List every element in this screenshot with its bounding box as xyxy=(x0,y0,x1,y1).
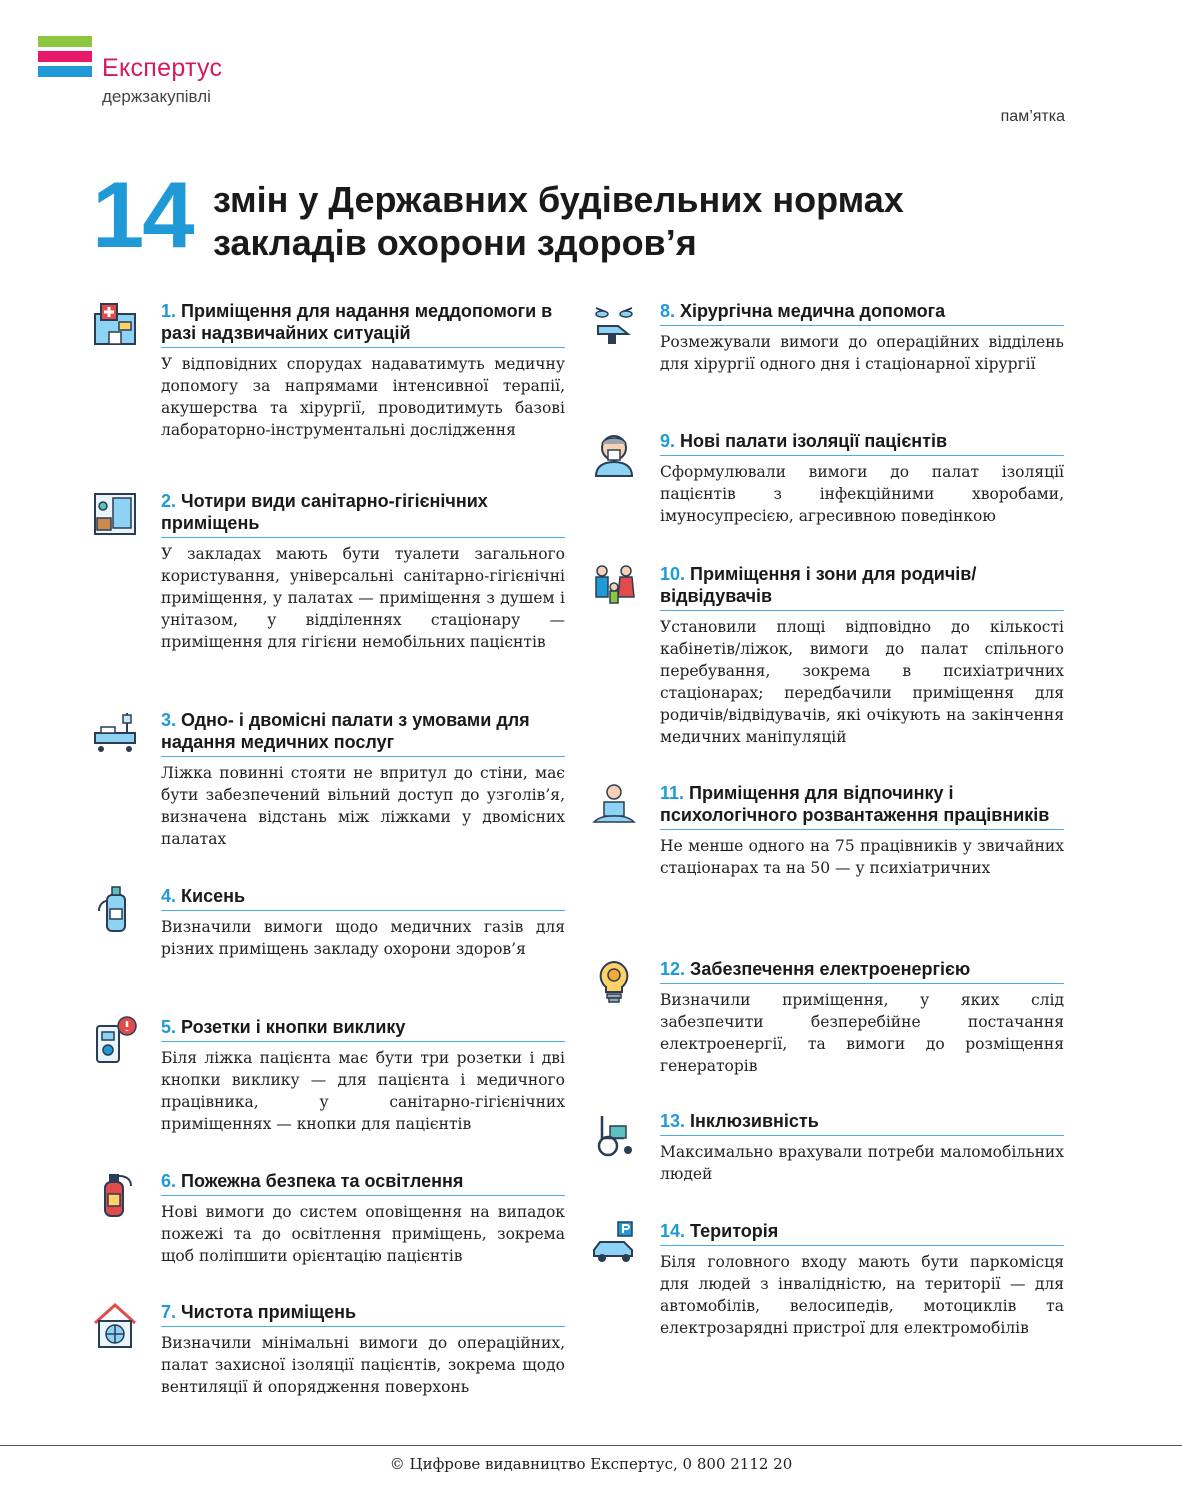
list-item: 11. Приміщення для відпочинку і психологічного розвантаження працівників Не менше одного на 75 працівників у звичайних стаціонарах та на 50 — у психіатричних xyxy=(660,782,1064,879)
list-item: 4. Кисень Визначили вимоги щодо медичних газів для різних приміщень закладу охорони здоров’я xyxy=(161,885,565,960)
list-item: 2. Чотири види санітарно-гігієнічних приміщень У закладах мають бути туалети загального користування, універсальні санітарно-гігієнічні приміщення, у палатах — приміщення з душем і унітазом, у відділеннях стаціонару — приміщення для гігієни немобільних пацієнтів xyxy=(161,490,565,653)
list-item: 12. Забезпечення електроенергією Визначили приміщення, у яких слід забезпечити безперебійне постачання електроенергії, та вимоги до розміщення генераторів xyxy=(660,958,1064,1077)
document-type: пам’ятка xyxy=(1000,108,1065,125)
meditation-icon xyxy=(590,782,638,830)
list-item: 1. Приміщення для надання меддопомоги в разі надзвичайних ситуацій У відповідних спорудах надаватимуть медичну допомогу за напрямами інтенсивної терапії, акушерства та хірургії, проводитимуть базові лабораторно-інструментальні дослідження xyxy=(161,300,565,441)
list-item: 3. Одно- і двомісні палати з умовами для надання медичних послуг Ліжка повинні стояти не впритул до стіни, має бути забезпечений вільний доступ до узголів’я, визначена відстань між ліжками у двомісних палатах xyxy=(161,709,565,850)
logo-brand: Експертус xyxy=(102,54,223,82)
list-item: 8. Хірургічна медична допомога Розмежували вимоги до операційних відділень для хірургії одного дня і стаціонарної хірургії xyxy=(660,300,1064,375)
hospital-bed-icon xyxy=(91,709,139,757)
list-item: 14. Територія Біля головного входу мають бути паркомісця для людей з інвалідністю, на території — для автомобілів, велосипедів, мотоциклів та електрозарядні пристрої для електромобілів xyxy=(660,1220,1064,1339)
lightbulb-gear-icon xyxy=(590,958,638,1006)
fire-extinguisher-icon xyxy=(91,1170,139,1218)
list-item: 5. Розетки і кнопки виклику Біля ліжка пацієнта має бути три розетки і дві кнопки виклику — для пацієнта і медичного працівника, у санітарно-гігієнічних приміщеннях — кнопки для пацієнтів xyxy=(161,1016,565,1135)
headline-number: 14 xyxy=(92,162,193,267)
list-item: 9. Нові палати ізоляції пацієнтів Сформулювали вимоги до палат ізоляції пацієнтів з інфекційними хворобами, імуносупресією, агресивною поведінкою xyxy=(660,430,1064,527)
list-item: 13. Інклюзивність Максимально врахували потреби маломобільних людей xyxy=(660,1110,1064,1185)
wheelchair-icon xyxy=(590,1110,638,1158)
list-item: 7. Чистота приміщень Визначили мінімальні вимоги до операційних, палат захисної ізоляції пацієнтів, зокрема щодо вентиляції й опорядження поверхонь xyxy=(161,1301,565,1398)
list-item: 10. Приміщення і зони для родичів/відвідувачів Установили площі відповідно до кількості кабінетів/ліжок, вимоги до палат спільного перебування, зокрема в психіатричних стаціонарах; передбачили приміщення для родичів/відвідувачів, які очікують на закінчення медичних маніпуляцій xyxy=(660,563,1064,748)
sick-patient-icon xyxy=(590,430,638,478)
oxygen-tank-icon xyxy=(91,885,139,933)
footer-divider xyxy=(0,1445,1182,1446)
hospital-icon xyxy=(91,300,139,348)
list-item: 6. Пожежна безпека та освітлення Нові вимоги до систем оповіщення на випадок пожежі та до освітлення приміщень, зокрема щоб поліпшити орієнтацію пацієнтів xyxy=(161,1170,565,1267)
family-icon xyxy=(590,563,638,611)
footer: © Цифрове видавництво Експертус, 0 800 2112 20 xyxy=(389,1455,793,1473)
call-button-icon xyxy=(91,1016,139,1064)
logo-subtitle: держзакупівлі xyxy=(102,87,211,106)
parking-car-icon xyxy=(590,1220,638,1268)
ventilation-icon xyxy=(91,1301,139,1349)
surgery-chair-icon xyxy=(590,300,638,348)
bathroom-icon xyxy=(91,490,139,538)
page-title: змін у Державних будівельних нормах закладів охорони здоров’я xyxy=(213,179,904,263)
